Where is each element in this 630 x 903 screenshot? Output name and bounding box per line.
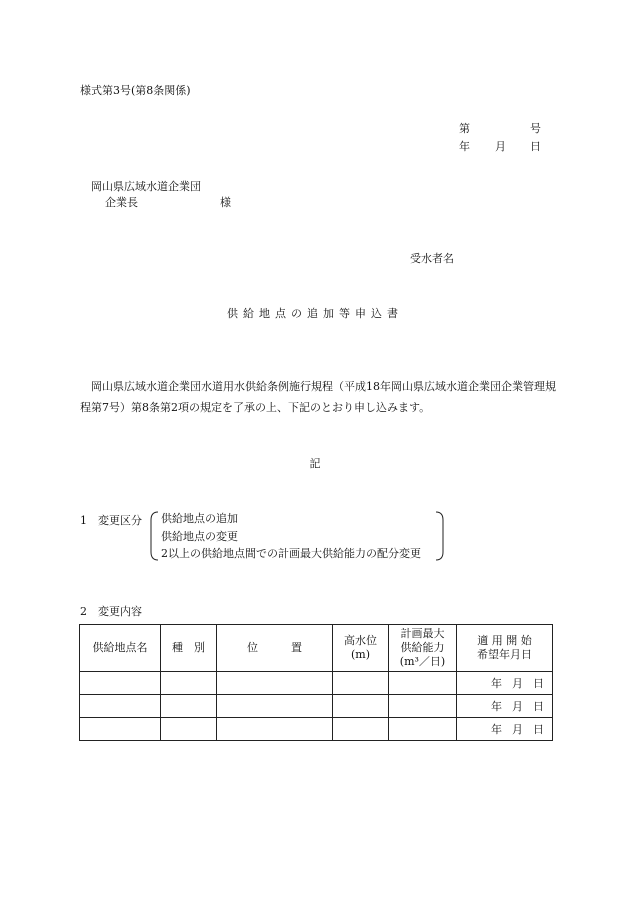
start-line2: 希望年月日 [477, 648, 532, 661]
addressee-organization: 岡山県広域水道企業団 [91, 180, 201, 193]
cell-point-name[interactable] [80, 672, 161, 695]
table-row [80, 672, 553, 695]
hwl-line2: (m) [350, 648, 370, 661]
header-max-capacity [389, 625, 457, 672]
row-year: 年 [491, 677, 502, 690]
date-day: 日 [530, 140, 541, 153]
doc-number-suffix: 号 [530, 122, 541, 135]
cell-start-date[interactable] [457, 672, 553, 695]
header-high-water-level [333, 625, 389, 672]
table-row [80, 718, 553, 741]
table-header-row [80, 625, 553, 672]
cell-max-capacity[interactable] [389, 695, 457, 718]
header-location: 位 置 [217, 625, 333, 672]
cell-high-water-level[interactable] [333, 672, 389, 695]
section2-label: 2 変更内容 [80, 605, 142, 618]
addressee-title: 企業長 [105, 196, 138, 209]
cell-max-capacity[interactable] [389, 672, 457, 695]
change-content-table [79, 624, 553, 741]
cap-line1: 計画最大 [400, 627, 445, 640]
cell-high-water-level[interactable] [333, 718, 389, 741]
row-year: 年 [491, 723, 502, 736]
cell-type[interactable] [161, 672, 217, 695]
cell-type[interactable] [161, 718, 217, 741]
option-change-point: 供給地点の変更 [161, 529, 238, 543]
cell-point-name[interactable] [80, 695, 161, 718]
cap-line3: (m³／日) [399, 655, 446, 668]
option-reallocate-capacity: 2以上の供給地点間での計画最大供給能力の配分変更 [161, 547, 421, 560]
cell-location[interactable] [217, 672, 333, 695]
change-options [161, 510, 421, 563]
document-title: 供給地点の追加等申込書 [227, 307, 403, 320]
row-day: 日 [533, 700, 544, 713]
start-line1: 適 用 開 始 [477, 634, 532, 647]
cell-start-date[interactable] [457, 718, 553, 741]
cell-point-name[interactable] [80, 718, 161, 741]
form-number: 様式第3号(第8条関係) [80, 84, 191, 97]
row-day: 日 [533, 677, 544, 690]
header-start-date [457, 625, 553, 672]
cell-start-date[interactable] [457, 695, 553, 718]
ki-heading: 記 [309, 457, 321, 470]
cell-location[interactable] [217, 718, 333, 741]
row-month: 月 [512, 723, 523, 736]
hwl-line1: 高水位 [344, 634, 377, 647]
cap-line2: 供給能力 [400, 641, 445, 654]
option-add-point: 供給地点の追加 [161, 512, 238, 525]
cell-max-capacity[interactable] [389, 718, 457, 741]
header-point-name: 供給地点名 [80, 625, 161, 672]
section1-label: 1 変更区分 [80, 514, 142, 527]
cell-high-water-level[interactable] [333, 695, 389, 718]
header-type: 種 別 [161, 625, 217, 672]
addressee-honorific: 様 [220, 196, 231, 209]
applicant-label: 受水者名 [410, 252, 454, 265]
cell-location[interactable] [217, 695, 333, 718]
body-text: 岡山県広域水道企業団水道用水供給条例施行規程（平成18年岡山県広域水道企業団企業管理規程第7号）第8条第2項の規定を了承の上、下記のとおり申し込みます。 [80, 380, 556, 414]
doc-number-prefix: 第 [459, 122, 470, 135]
row-year: 年 [491, 700, 502, 713]
table-row [80, 695, 553, 718]
date-month: 月 [495, 140, 506, 153]
cell-type[interactable] [161, 695, 217, 718]
row-day: 日 [533, 723, 544, 736]
row-month: 月 [512, 677, 523, 690]
row-month: 月 [512, 700, 523, 713]
date-year: 年 [459, 140, 470, 153]
